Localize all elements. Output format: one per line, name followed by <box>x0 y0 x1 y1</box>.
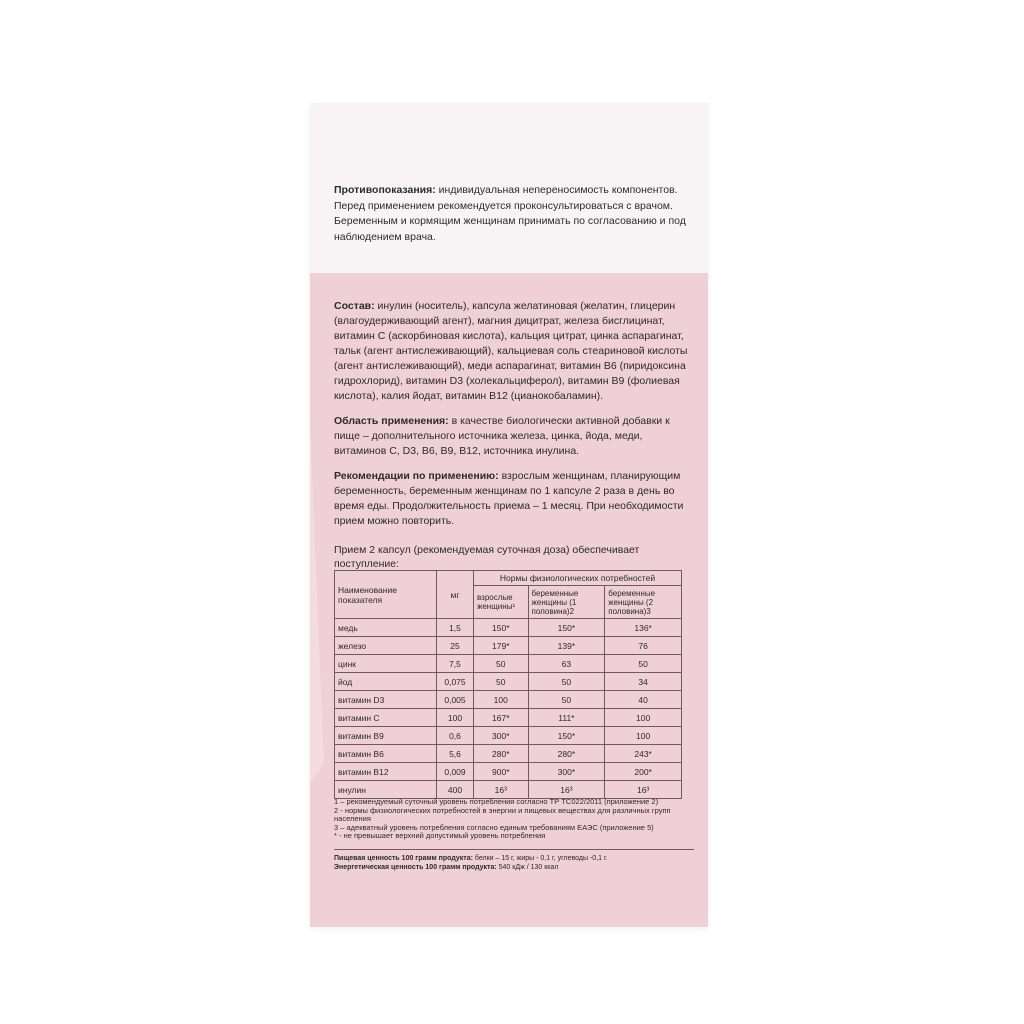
row-mg: 0,075 <box>437 673 474 691</box>
row-name: цинк <box>335 655 437 673</box>
footnote-divider <box>334 849 694 850</box>
footnote-item: 3 – адекватный уровень потребления согласно единым требованиям ЕАЭС (приложение 5) <box>334 822 654 832</box>
product-box <box>310 103 708 927</box>
energy-value-text: 540 кДж / 130 ккал <box>496 863 559 871</box>
row-name: витамин С <box>335 709 437 727</box>
row-adult: 179* <box>474 637 529 655</box>
row-adult: 150* <box>474 619 529 637</box>
application-label: Область применения: <box>334 415 449 427</box>
application-text <box>334 414 696 459</box>
row-name: витамин В6 <box>335 745 437 763</box>
row-mg: 0,005 <box>437 691 474 709</box>
table-row <box>335 727 682 745</box>
table-row <box>335 763 682 781</box>
table-row <box>335 709 682 727</box>
row-preg2: 34 <box>605 673 682 691</box>
row-preg1: 50 <box>528 691 605 709</box>
row-adult: 167* <box>474 709 529 727</box>
row-mg: 7,5 <box>437 655 474 673</box>
col-norms-header: Нормы физиологических потребностей <box>474 571 682 586</box>
energy-value-label: Энергетическая ценность 100 грамм продукта: <box>334 863 497 871</box>
row-preg2: 200* <box>605 763 682 781</box>
row-preg1: 150* <box>528 727 605 745</box>
row-mg: 0,009 <box>437 763 474 781</box>
footnote-item: 2 - нормы физиологических потребностей в энергии и пищевых веществах для различных групп населения <box>334 805 671 823</box>
info-block <box>334 299 696 577</box>
row-name: витамин В12 <box>335 763 437 781</box>
col-name-header: Наименование показателя <box>335 571 437 619</box>
table-row <box>335 619 682 637</box>
col-adult-header: взрослые женщины¹ <box>474 586 529 619</box>
row-preg2: 136* <box>605 619 682 637</box>
row-preg1: 139* <box>528 637 605 655</box>
table-body <box>335 619 682 799</box>
col-mg-header: мг <box>437 571 474 619</box>
row-name: витамин D3 <box>335 691 437 709</box>
row-mg: 0,6 <box>437 727 474 745</box>
row-preg2: 100 <box>605 709 682 727</box>
intake-intro: Прием 2 капсул (рекомендуемая суточная доза) обеспечивает поступление: <box>334 544 640 570</box>
nutrients-table <box>334 570 682 799</box>
row-name: витамин В9 <box>335 727 437 745</box>
row-adult: 16³ <box>474 781 529 799</box>
contraindications-text <box>334 183 694 245</box>
row-adult: 50 <box>474 655 529 673</box>
row-preg2: 16³ <box>605 781 682 799</box>
row-preg1: 50 <box>528 673 605 691</box>
usage-body: взрослым женщинам, планирующим беременность, беременным женщинам по 1 капсуле 2 раза в день во время еды. Продолжительность приема – 1 месяц. При необходимости прием можно повторить. <box>334 470 684 527</box>
row-name: йод <box>335 673 437 691</box>
footnote-item: 1 – рекомендуемый суточный уровень потребления согласно ТР ТС022/2011 (приложение 2) <box>334 797 659 806</box>
row-name: железо <box>335 637 437 655</box>
energy-value-line <box>334 863 694 872</box>
col-preg1-header: беременные женщины (1 половина)2 <box>528 586 605 619</box>
row-preg2: 243* <box>605 745 682 763</box>
row-preg2: 40 <box>605 691 682 709</box>
application-body: в качестве биологически активной добавки к пище – дополнительного источника железа, цинка, йода, меди, витаминов С, D3, В6, В9, В12, источника инулина. <box>334 415 670 457</box>
row-mg: 100 <box>437 709 474 727</box>
row-mg: 5,6 <box>437 745 474 763</box>
usage-text <box>334 469 696 529</box>
composition-body: инулин (носитель), капсула желатиновая (желатин, глицерин (влагоудерживающий агент), магния дицитрат, железа бисглицинат, витамин С (аскорбиновая кислота), кальция цитрат, цинка аспарагинат, тальк (агент антислеживающий), кальциевая соль стеариновой кислоты (агент антислеживающий), меди аспарагинат, витамин В6 (пиридоксина гидрохлорид), витамин D3 (холекальциферол), витамин В9 (фолиевая кислота), калия йодат, витамин В12 (цианокобаламин). <box>334 300 688 402</box>
row-preg2: 100 <box>605 727 682 745</box>
table-row <box>335 637 682 655</box>
row-adult: 300* <box>474 727 529 745</box>
row-adult: 280* <box>474 745 529 763</box>
footnotes-block <box>334 798 694 872</box>
table-row <box>335 673 682 691</box>
table-header-row <box>335 571 682 586</box>
row-preg1: 280* <box>528 745 605 763</box>
row-name: инулин <box>335 781 437 799</box>
row-mg: 25 <box>437 637 474 655</box>
table-row <box>335 691 682 709</box>
row-preg2: 76 <box>605 637 682 655</box>
row-preg1: 111* <box>528 709 605 727</box>
col-preg2-header: беременные женщины (2 половина)3 <box>605 586 682 619</box>
footnote-item: * - не превышает верхний допустимый уровень потребления <box>334 831 546 840</box>
composition-label: Состав: <box>334 300 375 312</box>
row-preg2: 50 <box>605 655 682 673</box>
row-preg1: 300* <box>528 763 605 781</box>
row-name: медь <box>335 619 437 637</box>
contraindications-label: Противопоказания: <box>334 184 436 196</box>
row-mg: 1,5 <box>437 619 474 637</box>
food-value-text: белки – 15 г, жиры - 0,1 г, углеводы -0,1 г. <box>472 854 608 862</box>
row-preg1: 63 <box>528 655 605 673</box>
table-row <box>335 745 682 763</box>
contraindications-body: индивидуальная непереносимость компонентов. Перед применением рекомендуется проконсультироваться с врачом. Беременным и кормящим женщинам принимать по согласованию и под наблюдением врача. <box>334 184 686 243</box>
row-adult: 100 <box>474 691 529 709</box>
table-row <box>335 655 682 673</box>
row-preg1: 150* <box>528 619 605 637</box>
usage-label: Рекомендации по применению: <box>334 470 499 482</box>
food-value-line <box>334 854 694 863</box>
row-preg1: 16³ <box>528 781 605 799</box>
row-adult: 900* <box>474 763 529 781</box>
row-mg: 400 <box>437 781 474 799</box>
table-row <box>335 781 682 799</box>
composition-text <box>334 299 696 404</box>
food-value-label: Пищевая ценность 100 грамм продукта: <box>334 854 473 862</box>
row-adult: 50 <box>474 673 529 691</box>
